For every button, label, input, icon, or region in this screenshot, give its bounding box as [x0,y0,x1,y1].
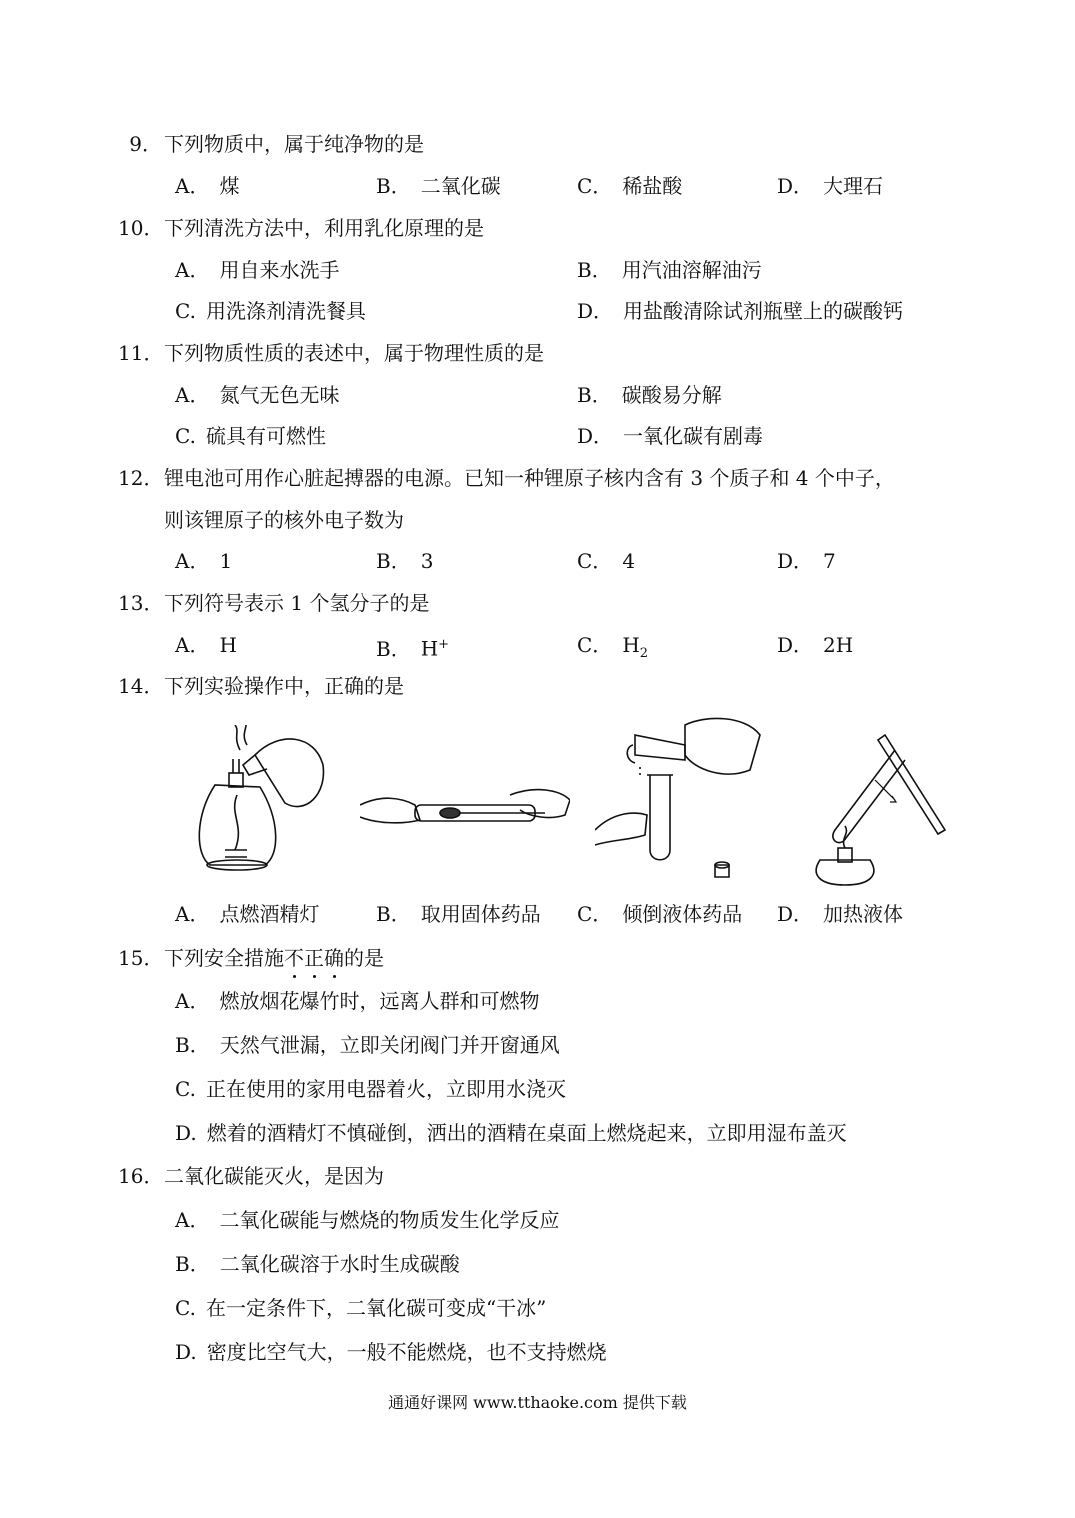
option-a: A． 用自来水洗手 [175,258,340,282]
question-number: 14． [118,674,164,698]
question-number: 10． [118,216,164,240]
question-number: 15． [118,946,164,970]
option-d: D． 7 [777,549,836,573]
option-a: A． 点燃酒精灯 [175,902,320,926]
option-c: C. 硫具有可燃性 [175,424,326,448]
option-a: A． H [175,633,237,657]
question-stem: 下列实验操作中，正确的是 [164,674,404,698]
page-footer: 通通好课网 www.tthaoke.com 提供下载 [388,1393,687,1412]
question-number: 12． [118,466,164,490]
question-stem: 下列安全措施 [164,946,284,970]
option-a: A． 二氧化碳能与燃烧的物质发生化学反应 [175,1208,560,1232]
figure-d-heating-liquid-illustration [800,730,950,890]
question-14 [118,672,404,700]
question-13 [118,589,429,617]
question-stem: 下列清洗方法中，利用乳化原理的是 [164,216,484,240]
question-number: 11． [118,341,164,365]
question-16 [118,1162,384,1190]
option-b: B． 二氧化碳溶于水时生成碳酸 [175,1252,460,1276]
question-stem-end: 的是 [344,946,384,970]
question-12 [118,464,895,492]
option-b: B． 天然气泄漏，立即关闭阀门并开窗通风 [175,1033,560,1057]
question-10 [118,214,484,242]
option-c: C． $H_2$ [577,633,649,661]
question-stem: 二氧化碳能灭火，是因为 [164,1164,384,1188]
option-c: C． 倾倒液体药品 [577,902,743,926]
question-stem: 下列物质性质的表述中，属于物理性质的是 [164,341,544,365]
option-c: C． 4 [577,549,636,573]
option-d: D. 密度比空气大，一般不能燃烧，也不支持燃烧 [175,1340,607,1364]
option-a: A． 煤 [175,174,240,198]
question-stem: 下列符号表示 1 个氢分子的是 [164,591,430,615]
superscript: + [438,637,450,652]
emphasis-char: 确 [324,946,344,970]
question-stem: 下列物质中，属于纯净物的是 [164,132,424,156]
option-b: B． 3 [376,549,434,573]
option-c: C. 正在使用的家用电器着火，立即用水浇灭 [175,1077,566,1101]
option-b: B． 二氧化碳 [376,174,501,198]
question-9 [118,130,424,158]
option-a: A． 1 [175,549,233,573]
option-a: A． 燃放烟花爆竹时，远离人群和可燃物 [175,989,540,1013]
option-d: D. 燃着的酒精灯不慎碰倒，洒出的酒精在桌面上燃烧起来，立即用湿布盖灭 [175,1121,847,1145]
option-d: D． 用盐酸清除试剂瓶壁上的碳酸钙 [577,299,904,323]
emphasis-char: 不 [284,946,304,970]
question-15 [118,944,384,972]
option-c: C． 稀盐酸 [577,174,683,198]
question-number: 9． [129,132,162,156]
question-number: 16． [118,1164,164,1188]
figure-b-solid-reagent-illustration [360,775,570,850]
emphasis-char: 正 [304,946,324,970]
question-stem: 锂电池可用作心脏起搏器的电源。已知一种锂原子核内含有 3 个质子和 4 个中子， [164,466,895,490]
question-stem-continued: 则该锂原子的核外电子数为 [164,508,404,532]
option-c: C. 在一定条件下，二氧化碳可变成“干冰” [175,1296,547,1320]
option-a: A． 氮气无色无味 [175,383,340,407]
question-11 [118,339,544,367]
subscript: 2 [639,646,649,661]
option-b: B． H+ [376,636,450,661]
option-b: B． 取用固体药品 [376,902,541,926]
option-b: B． 用汽油溶解油污 [577,258,762,282]
figure-c-pouring-liquid-illustration [595,715,775,885]
option-b: B． 碳酸易分解 [577,383,722,407]
option-d: D． 大理石 [777,174,884,198]
option-d: D． 加热液体 [777,902,904,926]
option-d: D． 一氧化碳有剧毒 [577,424,764,448]
option-c: C. 用洗涤剂清洗餐具 [175,299,366,323]
question-number: 13． [118,591,164,615]
figure-a-alcohol-lamp-illustration [185,725,335,885]
option-d: D． 2H [777,633,854,657]
